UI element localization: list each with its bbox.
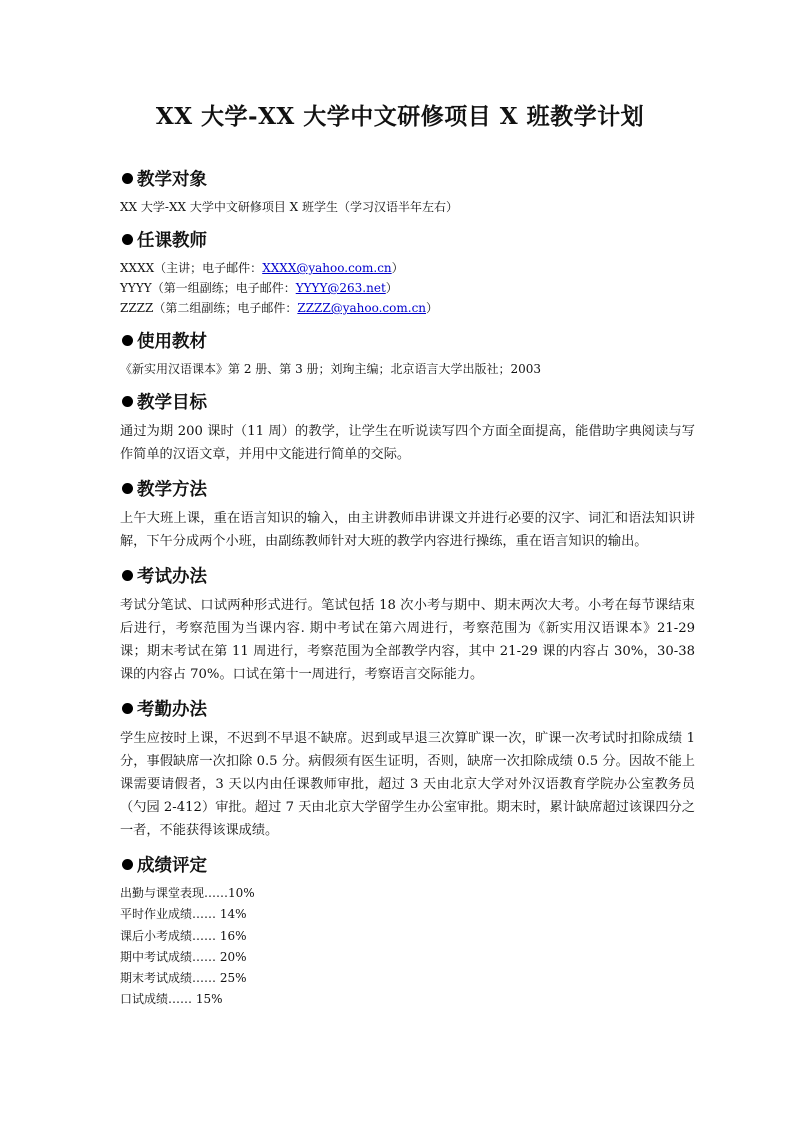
grading-list <box>120 883 695 1011</box>
teacher-list <box>120 258 695 318</box>
teacher-item: YYYY（第一组副练；电子邮件：YYYY@263.net） <box>120 281 398 295</box>
email-link[interactable]: YYYY@263.net <box>295 281 386 295</box>
email-link[interactable]: ZZZZ@yahoo.com.cn <box>297 301 427 315</box>
goals-text: 通过为期 200 课时（11 周）的教学，让学生在听说读写四个方面全面提高，能借助字典阅读与写作简单的汉语文章，并用中文能进行简单的交际。 <box>120 424 695 462</box>
bullet-icon <box>122 483 133 494</box>
section-heading-attendance: 考勤办法 <box>120 696 695 721</box>
methods-text: 上午大班上课，重在语言知识的输入，由主讲教师串讲课文并进行必要的汉字、词汇和语法知识讲解，下午分成两个小班，由副练教师针对大班的教学内容进行操练，重在语言知识的输出。 <box>120 511 695 549</box>
section-heading-goals: 教学目标 <box>120 389 695 414</box>
bullet-icon <box>122 703 133 714</box>
document-title: XX 大学-XX 大学中文研修项目 X 班教学计划 <box>155 103 645 130</box>
teacher-item: ZZZZ（第二组副练；电子邮件：ZZZZ@yahoo.com.cn） <box>120 301 439 315</box>
bullet-icon <box>122 859 133 870</box>
section-heading-teachers: 任课教师 <box>120 227 695 252</box>
attendance-text: 学生应按时上课，不迟到不早退不缺席。迟到或早退三次算旷课一次，旷课一次考试时扣除成绩 1 分，事假缺席一次扣除 0.5 分。病假须有医生证明，否则，缺席一次扣除成绩 0.5 分。因故不能上课需要请假者，3 天以内由任课教师审批，超过 3 天由北京大学对外汉语教育学院办公室教务员（勺园 2-412）审批。超过 7 天由北京大学留学生办公室审批。期末时，累计缺席超过该课四分之一者，不能获得该课成绩。 <box>120 731 695 838</box>
grading-item: 期末考试成绩…… 25% <box>120 971 247 986</box>
bullet-icon <box>122 173 133 184</box>
bullet-icon <box>122 570 133 581</box>
grading-item: 平时作业成绩…… 14% <box>120 907 247 922</box>
email-link[interactable]: XXXX@yahoo.com.cn <box>262 261 392 275</box>
bullet-icon <box>122 396 133 407</box>
textbook-text: 《新实用汉语课本》第 2 册、第 3 册；刘珣主编；北京语言大学出版社；2003 <box>120 362 542 376</box>
section-heading-grading: 成绩评定 <box>120 852 695 877</box>
exams-text: 考试分笔试、口试两种形式进行。笔试包括 18 次小考与期中、期末两次大考。小考在每节课结束后进行，考察范围为当课内容. 期中考试在第六周进行，考察范围为《新实用汉语课本》21-29 课；期末考试在第 11 周进行，考察范围为全部教学内容，其中 21-29 课的内容占 30%，30-38 课的内容占 70%。口试在第十一周进行，考察语言交际能力。 <box>120 598 695 682</box>
bullet-icon <box>122 234 133 245</box>
target-text: XX 大学-XX 大学中文研修项目 X 班学生（学习汉语半年左右） <box>120 200 459 214</box>
grading-item: 期中考试成绩…… 20% <box>120 949 247 964</box>
document-body <box>120 166 695 1011</box>
section-heading-methods: 教学方法 <box>120 476 695 501</box>
grading-item: 课后小考成绩…… 16% <box>120 928 247 943</box>
grading-item: 口试成绩…… 15% <box>120 992 223 1007</box>
bullet-icon <box>122 335 133 346</box>
section-heading-exams: 考试办法 <box>120 563 695 588</box>
section-heading-textbook: 使用教材 <box>120 328 695 353</box>
grading-item: 出勤与课堂表现……10% <box>120 886 255 900</box>
teacher-item: XXXX（主讲；电子邮件：XXXX@yahoo.com.cn） <box>120 261 404 275</box>
section-heading-target: 教学对象 <box>120 166 695 191</box>
